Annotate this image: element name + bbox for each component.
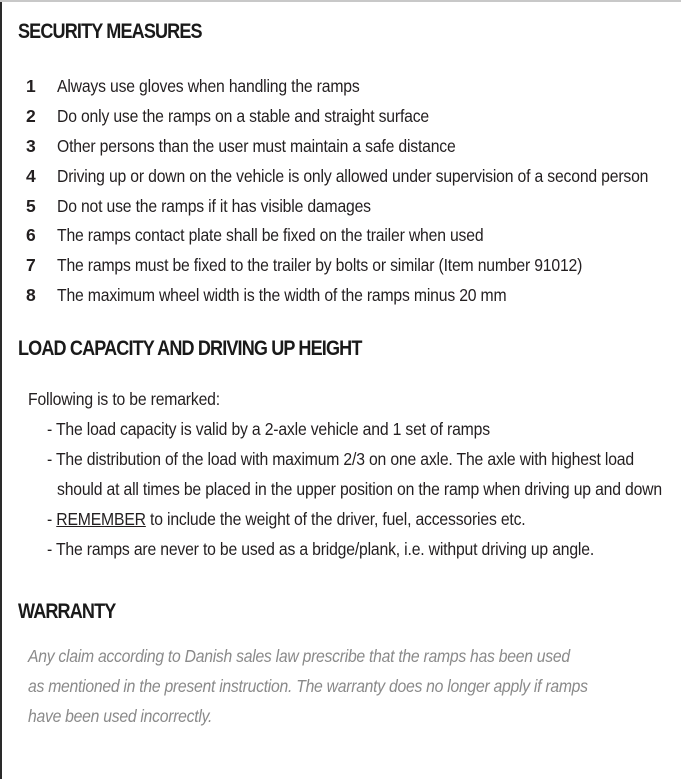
warranty-line xyxy=(28,701,681,731)
load-remark-2-line2: should at all times be placed in the upper position on the ramp when driving up and down xyxy=(57,479,662,499)
list-item xyxy=(26,251,681,281)
list-item xyxy=(26,102,681,132)
security-rules-list xyxy=(26,72,681,311)
load-remark-2-line1: - The distribution of the load with maximum 2/3 on one axle. The axle with highest load xyxy=(47,449,634,469)
rule-text: Always use gloves when handling the ramps xyxy=(57,76,360,96)
page-border-top xyxy=(0,0,681,2)
warranty-line xyxy=(28,671,681,701)
rule-number: 2 xyxy=(26,105,36,126)
list-item xyxy=(26,192,681,222)
rule-text: The ramps must be fixed to the trailer by bolts or similar (Item number 91012) xyxy=(57,255,583,276)
warranty-paragraph xyxy=(28,641,681,731)
load-remark-2-continued xyxy=(28,474,681,504)
load-capacity-heading: LOAD CAPACITY AND DRIVING UP HEIGHT xyxy=(18,337,362,360)
warranty-line-text: have been used incorrectly. xyxy=(28,706,213,726)
rule-text: The maximum wheel width is the width of the ramps minus 20 mm xyxy=(57,285,507,306)
rule-text: Driving up or down on the vehicle is only allowed under supervision of a second person xyxy=(57,165,649,186)
load-remark-1 xyxy=(28,414,681,444)
list-item xyxy=(26,221,681,251)
rule-number: 7 xyxy=(26,255,36,276)
load-intro xyxy=(28,384,681,414)
load-remark-1-text: - The load capacity is valid by a 2-axle vehicle and 1 set of ramps xyxy=(47,419,490,439)
rule-number: 5 xyxy=(26,195,36,216)
load-remark-2 xyxy=(28,444,681,474)
rule-text: Other persons than the user must maintain a safe distance xyxy=(57,135,456,156)
load-remark-3-rest: to include the weight of the driver, fuel, accessories etc. xyxy=(145,509,526,529)
rule-text: Do not use the ramps if it has visible damages xyxy=(57,195,371,216)
rule-number: 1 xyxy=(26,76,36,96)
rule-text: The ramps contact plate shall be fixed on the trailer when used xyxy=(57,225,484,246)
warranty-heading: WARRANTY xyxy=(18,600,116,623)
rule-number: 3 xyxy=(26,135,36,156)
list-item xyxy=(26,72,681,102)
load-intro-text: Following is to be remarked: xyxy=(28,389,220,409)
load-remark-4-text: - The ramps are never to be used as a bridge/plank, i.e. withput driving up angle. xyxy=(47,539,595,559)
rule-text: Do only use the ramps on a stable and straight surface xyxy=(57,105,429,126)
warranty-line-text: as mentioned in the present instruction. The warranty does no longer apply if ramps xyxy=(28,676,588,696)
list-item xyxy=(26,281,681,311)
list-item xyxy=(26,132,681,162)
load-remark-3 xyxy=(28,504,681,534)
warranty-line xyxy=(28,641,681,671)
load-remark-4 xyxy=(28,534,681,564)
page-border-left xyxy=(0,0,2,779)
security-measures-heading: SECURITY MEASURES xyxy=(18,20,202,43)
rule-number: 6 xyxy=(26,225,36,246)
remember-emphasis: REMEMBER xyxy=(56,509,146,529)
rule-number: 4 xyxy=(26,165,36,186)
list-item xyxy=(26,162,681,192)
load-capacity-remarks xyxy=(28,384,681,564)
warranty-line-text: Any claim according to Danish sales law prescribe that the ramps has been used xyxy=(28,646,570,666)
load-remark-3-prefix: - xyxy=(47,509,57,529)
rule-number: 8 xyxy=(26,285,36,306)
